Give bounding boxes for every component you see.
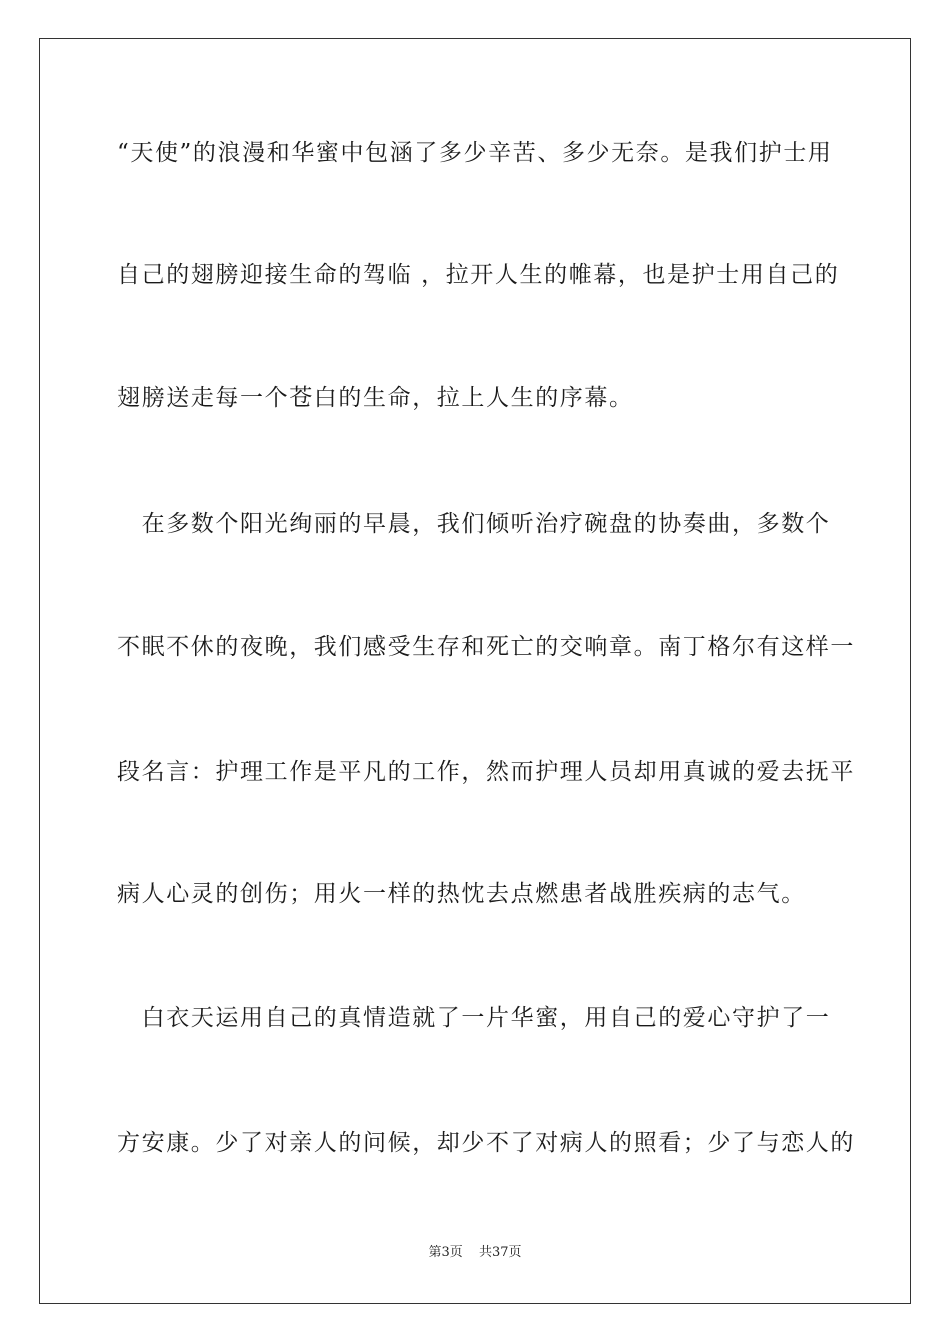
page-border — [39, 38, 911, 1304]
text-line: 翅膀送走每一个苍白的生命，拉上人生的序幕。 — [117, 385, 634, 411]
text-line: 自己的翅膀迎接生命的驾临 ，拉开人生的帷幕，也是护士用自己的 — [117, 262, 840, 288]
paragraph-start-line: 在多数个阳光绚丽的早晨，我们倾听治疗碗盘的协奏曲，多数个 — [117, 511, 831, 537]
paragraph-start-line: 白衣天运用自己的真情造就了一片华蜜，用自己的爱心守护了一 — [117, 1005, 831, 1031]
total-pages: 共37页 — [478, 1245, 522, 1260]
page-footer — [0, 1245, 950, 1261]
page-number: 第3页 — [428, 1245, 463, 1260]
text-line: 段名言：护理工作是平凡的工作，然而护理人员却用真诚的爱去抚平 — [117, 759, 855, 785]
text-line: 方安康。少了对亲人的问候，却少不了对病人的照看；少了与恋人的 — [117, 1130, 855, 1156]
text-line: 病人心灵的创伤；用火一样的热忱去点燃患者战胜疾病的志气。 — [117, 881, 806, 907]
text-line: “天使”的浪漫和华蜜中包涵了多少辛苦、多少无奈。是我们护士用 — [117, 140, 833, 166]
text-line: 不眠不休的夜晚，我们感受生存和死亡的交响章。南丁格尔有这样一 — [117, 634, 855, 660]
